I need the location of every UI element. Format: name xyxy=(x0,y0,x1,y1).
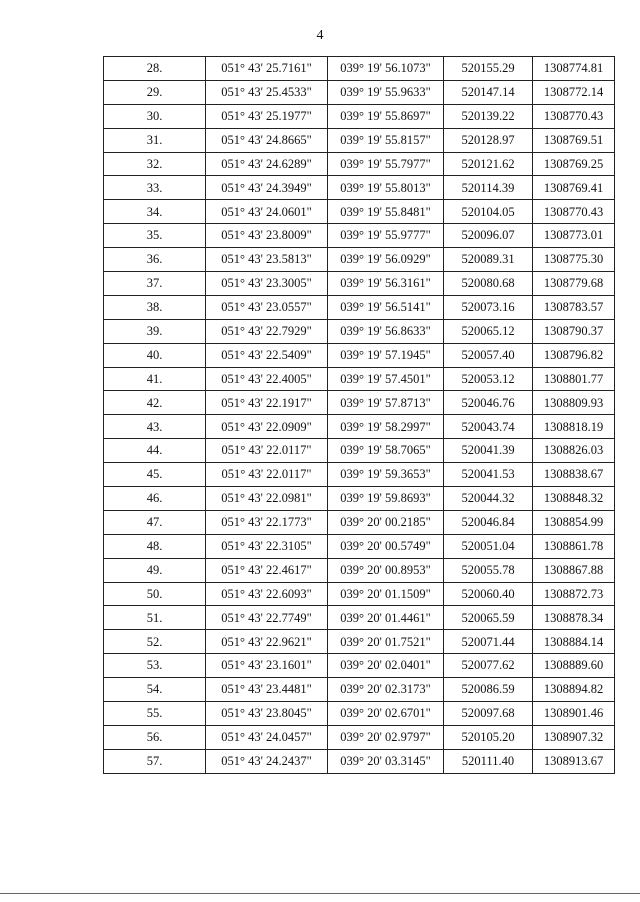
table-row xyxy=(104,582,615,606)
longitude-cell: 039° 19' 57.8713" xyxy=(328,391,444,415)
latitude-cell: 051° 43' 22.0117" xyxy=(206,439,328,463)
point-number-cell: 44. xyxy=(104,439,206,463)
y-coordinate-cell: 1308779.68 xyxy=(533,272,615,296)
longitude-cell: 039° 20' 01.4461" xyxy=(328,606,444,630)
latitude-cell: 051° 43' 22.4617" xyxy=(206,558,328,582)
longitude-cell: 039° 19' 55.7977" xyxy=(328,152,444,176)
y-coordinate-cell: 1308901.46 xyxy=(533,702,615,726)
table-row xyxy=(104,80,615,104)
y-coordinate-cell: 1308769.51 xyxy=(533,128,615,152)
latitude-cell: 051° 43' 22.5409" xyxy=(206,343,328,367)
x-coordinate-cell: 520104.05 xyxy=(444,200,533,224)
x-coordinate-cell: 520060.40 xyxy=(444,582,533,606)
point-number-cell: 40. xyxy=(104,343,206,367)
x-coordinate-cell: 520046.76 xyxy=(444,391,533,415)
latitude-cell: 051° 43' 25.7161" xyxy=(206,57,328,81)
longitude-cell: 039° 19' 56.0929" xyxy=(328,248,444,272)
table-row xyxy=(104,57,615,81)
x-coordinate-cell: 520155.29 xyxy=(444,57,533,81)
latitude-cell: 051° 43' 24.8665" xyxy=(206,128,328,152)
latitude-cell: 051° 43' 24.6289" xyxy=(206,152,328,176)
latitude-cell: 051° 43' 23.3005" xyxy=(206,272,328,296)
y-coordinate-cell: 1308796.82 xyxy=(533,343,615,367)
point-number-cell: 55. xyxy=(104,702,206,726)
longitude-cell: 039° 19' 55.9777" xyxy=(328,224,444,248)
point-number-cell: 41. xyxy=(104,367,206,391)
point-number-cell: 53. xyxy=(104,654,206,678)
longitude-cell: 039° 19' 55.9633" xyxy=(328,80,444,104)
x-coordinate-cell: 520096.07 xyxy=(444,224,533,248)
table-row xyxy=(104,224,615,248)
page-number: 4 xyxy=(316,28,324,43)
point-number-cell: 36. xyxy=(104,248,206,272)
point-number-cell: 49. xyxy=(104,558,206,582)
x-coordinate-cell: 520105.20 xyxy=(444,725,533,749)
latitude-cell: 051° 43' 24.3949" xyxy=(206,176,328,200)
point-number-cell: 38. xyxy=(104,295,206,319)
y-coordinate-cell: 1308770.43 xyxy=(533,200,615,224)
table-row xyxy=(104,606,615,630)
longitude-cell: 039° 20' 00.5749" xyxy=(328,534,444,558)
x-coordinate-cell: 520046.84 xyxy=(444,510,533,534)
table-row xyxy=(104,654,615,678)
y-coordinate-cell: 1308801.77 xyxy=(533,367,615,391)
latitude-cell: 051° 43' 23.8009" xyxy=(206,224,328,248)
longitude-cell: 039° 19' 55.8013" xyxy=(328,176,444,200)
point-number-cell: 50. xyxy=(104,582,206,606)
footer-divider xyxy=(0,893,640,894)
point-number-cell: 57. xyxy=(104,749,206,773)
point-number-cell: 47. xyxy=(104,510,206,534)
point-number-cell: 39. xyxy=(104,319,206,343)
point-number-cell: 33. xyxy=(104,176,206,200)
y-coordinate-cell: 1308878.34 xyxy=(533,606,615,630)
point-number-cell: 28. xyxy=(104,57,206,81)
longitude-cell: 039° 19' 56.1073" xyxy=(328,57,444,81)
point-number-cell: 34. xyxy=(104,200,206,224)
latitude-cell: 051° 43' 25.4533" xyxy=(206,80,328,104)
table-row xyxy=(104,678,615,702)
y-coordinate-cell: 1308773.01 xyxy=(533,224,615,248)
table-row xyxy=(104,272,615,296)
point-number-cell: 30. xyxy=(104,104,206,128)
table-row xyxy=(104,367,615,391)
latitude-cell: 051° 43' 22.7749" xyxy=(206,606,328,630)
x-coordinate-cell: 520065.12 xyxy=(444,319,533,343)
x-coordinate-cell: 520139.22 xyxy=(444,104,533,128)
table-row xyxy=(104,534,615,558)
x-coordinate-cell: 520044.32 xyxy=(444,487,533,511)
x-coordinate-cell: 520055.78 xyxy=(444,558,533,582)
latitude-cell: 051° 43' 25.1977" xyxy=(206,104,328,128)
y-coordinate-cell: 1308913.67 xyxy=(533,749,615,773)
x-coordinate-cell: 520065.59 xyxy=(444,606,533,630)
longitude-cell: 039° 20' 02.9797" xyxy=(328,725,444,749)
longitude-cell: 039° 19' 56.5141" xyxy=(328,295,444,319)
latitude-cell: 051° 43' 23.5813" xyxy=(206,248,328,272)
x-coordinate-cell: 520041.53 xyxy=(444,463,533,487)
table-row xyxy=(104,319,615,343)
x-coordinate-cell: 520077.62 xyxy=(444,654,533,678)
longitude-cell: 039° 19' 56.3161" xyxy=(328,272,444,296)
longitude-cell: 039° 20' 01.1509" xyxy=(328,582,444,606)
latitude-cell: 051° 43' 24.0601" xyxy=(206,200,328,224)
latitude-cell: 051° 43' 24.2437" xyxy=(206,749,328,773)
latitude-cell: 051° 43' 22.1773" xyxy=(206,510,328,534)
table-row xyxy=(104,558,615,582)
latitude-cell: 051° 43' 22.0981" xyxy=(206,487,328,511)
latitude-cell: 051° 43' 22.9621" xyxy=(206,630,328,654)
y-coordinate-cell: 1308774.81 xyxy=(533,57,615,81)
y-coordinate-cell: 1308872.73 xyxy=(533,582,615,606)
longitude-cell: 039° 19' 55.8697" xyxy=(328,104,444,128)
latitude-cell: 051° 43' 22.0909" xyxy=(206,415,328,439)
x-coordinate-cell: 520043.74 xyxy=(444,415,533,439)
table-row xyxy=(104,725,615,749)
latitude-cell: 051° 43' 22.3105" xyxy=(206,534,328,558)
point-number-cell: 32. xyxy=(104,152,206,176)
table-row xyxy=(104,152,615,176)
point-number-cell: 43. xyxy=(104,415,206,439)
x-coordinate-cell: 520086.59 xyxy=(444,678,533,702)
x-coordinate-cell: 520147.14 xyxy=(444,80,533,104)
x-coordinate-cell: 520111.40 xyxy=(444,749,533,773)
latitude-cell: 051° 43' 23.8045" xyxy=(206,702,328,726)
x-coordinate-cell: 520080.68 xyxy=(444,272,533,296)
longitude-cell: 039° 19' 58.7065" xyxy=(328,439,444,463)
longitude-cell: 039° 20' 02.3173" xyxy=(328,678,444,702)
y-coordinate-cell: 1308809.93 xyxy=(533,391,615,415)
y-coordinate-cell: 1308769.25 xyxy=(533,152,615,176)
y-coordinate-cell: 1308818.19 xyxy=(533,415,615,439)
longitude-cell: 039° 19' 55.8481" xyxy=(328,200,444,224)
y-coordinate-cell: 1308790.37 xyxy=(533,319,615,343)
latitude-cell: 051° 43' 22.4005" xyxy=(206,367,328,391)
table-row xyxy=(104,295,615,319)
longitude-cell: 039° 19' 55.8157" xyxy=(328,128,444,152)
latitude-cell: 051° 43' 22.1917" xyxy=(206,391,328,415)
y-coordinate-cell: 1308769.41 xyxy=(533,176,615,200)
point-number-cell: 56. xyxy=(104,725,206,749)
y-coordinate-cell: 1308772.14 xyxy=(533,80,615,104)
y-coordinate-cell: 1308848.32 xyxy=(533,487,615,511)
x-coordinate-cell: 520121.62 xyxy=(444,152,533,176)
y-coordinate-cell: 1308884.14 xyxy=(533,630,615,654)
table-row xyxy=(104,749,615,773)
y-coordinate-cell: 1308783.57 xyxy=(533,295,615,319)
x-coordinate-cell: 520053.12 xyxy=(444,367,533,391)
point-number-cell: 48. xyxy=(104,534,206,558)
longitude-cell: 039° 19' 58.2997" xyxy=(328,415,444,439)
y-coordinate-cell: 1308894.82 xyxy=(533,678,615,702)
latitude-cell: 051° 43' 24.0457" xyxy=(206,725,328,749)
longitude-cell: 039° 19' 59.8693" xyxy=(328,487,444,511)
y-coordinate-cell: 1308838.67 xyxy=(533,463,615,487)
latitude-cell: 051° 43' 23.1601" xyxy=(206,654,328,678)
point-number-cell: 37. xyxy=(104,272,206,296)
table-row xyxy=(104,128,615,152)
table-row xyxy=(104,630,615,654)
x-coordinate-cell: 520041.39 xyxy=(444,439,533,463)
x-coordinate-cell: 520128.97 xyxy=(444,128,533,152)
longitude-cell: 039° 20' 00.8953" xyxy=(328,558,444,582)
y-coordinate-cell: 1308770.43 xyxy=(533,104,615,128)
point-number-cell: 54. xyxy=(104,678,206,702)
table-row xyxy=(104,176,615,200)
y-coordinate-cell: 1308867.88 xyxy=(533,558,615,582)
x-coordinate-cell: 520051.04 xyxy=(444,534,533,558)
latitude-cell: 051° 43' 22.0117" xyxy=(206,463,328,487)
table-row xyxy=(104,463,615,487)
x-coordinate-cell: 520073.16 xyxy=(444,295,533,319)
longitude-cell: 039° 20' 01.7521" xyxy=(328,630,444,654)
y-coordinate-cell: 1308854.99 xyxy=(533,510,615,534)
point-number-cell: 31. xyxy=(104,128,206,152)
point-number-cell: 51. xyxy=(104,606,206,630)
longitude-cell: 039° 19' 59.3653" xyxy=(328,463,444,487)
table-row xyxy=(104,104,615,128)
x-coordinate-cell: 520097.68 xyxy=(444,702,533,726)
longitude-cell: 039° 19' 57.4501" xyxy=(328,367,444,391)
point-number-cell: 29. xyxy=(104,80,206,104)
y-coordinate-cell: 1308889.60 xyxy=(533,654,615,678)
y-coordinate-cell: 1308861.78 xyxy=(533,534,615,558)
latitude-cell: 051° 43' 22.6093" xyxy=(206,582,328,606)
table-row xyxy=(104,510,615,534)
point-number-cell: 46. xyxy=(104,487,206,511)
point-number-cell: 45. xyxy=(104,463,206,487)
table-row xyxy=(104,200,615,224)
latitude-cell: 051° 43' 22.7929" xyxy=(206,319,328,343)
table-row xyxy=(104,248,615,272)
latitude-cell: 051° 43' 23.0557" xyxy=(206,295,328,319)
x-coordinate-cell: 520089.31 xyxy=(444,248,533,272)
longitude-cell: 039° 20' 02.0401" xyxy=(328,654,444,678)
point-number-cell: 52. xyxy=(104,630,206,654)
longitude-cell: 039° 19' 57.1945" xyxy=(328,343,444,367)
x-coordinate-cell: 520071.44 xyxy=(444,630,533,654)
coordinates-table-body xyxy=(104,57,615,774)
latitude-cell: 051° 43' 23.4481" xyxy=(206,678,328,702)
longitude-cell: 039° 20' 03.3145" xyxy=(328,749,444,773)
y-coordinate-cell: 1308775.30 xyxy=(533,248,615,272)
table-row xyxy=(104,343,615,367)
table-row xyxy=(104,487,615,511)
table-row xyxy=(104,702,615,726)
longitude-cell: 039° 20' 00.2185" xyxy=(328,510,444,534)
table-row xyxy=(104,391,615,415)
point-number-cell: 42. xyxy=(104,391,206,415)
coordinates-table xyxy=(103,56,615,774)
y-coordinate-cell: 1308826.03 xyxy=(533,439,615,463)
point-number-cell: 35. xyxy=(104,224,206,248)
table-row xyxy=(104,415,615,439)
y-coordinate-cell: 1308907.32 xyxy=(533,725,615,749)
longitude-cell: 039° 19' 56.8633" xyxy=(328,319,444,343)
table-row xyxy=(104,439,615,463)
longitude-cell: 039° 20' 02.6701" xyxy=(328,702,444,726)
x-coordinate-cell: 520057.40 xyxy=(444,343,533,367)
x-coordinate-cell: 520114.39 xyxy=(444,176,533,200)
